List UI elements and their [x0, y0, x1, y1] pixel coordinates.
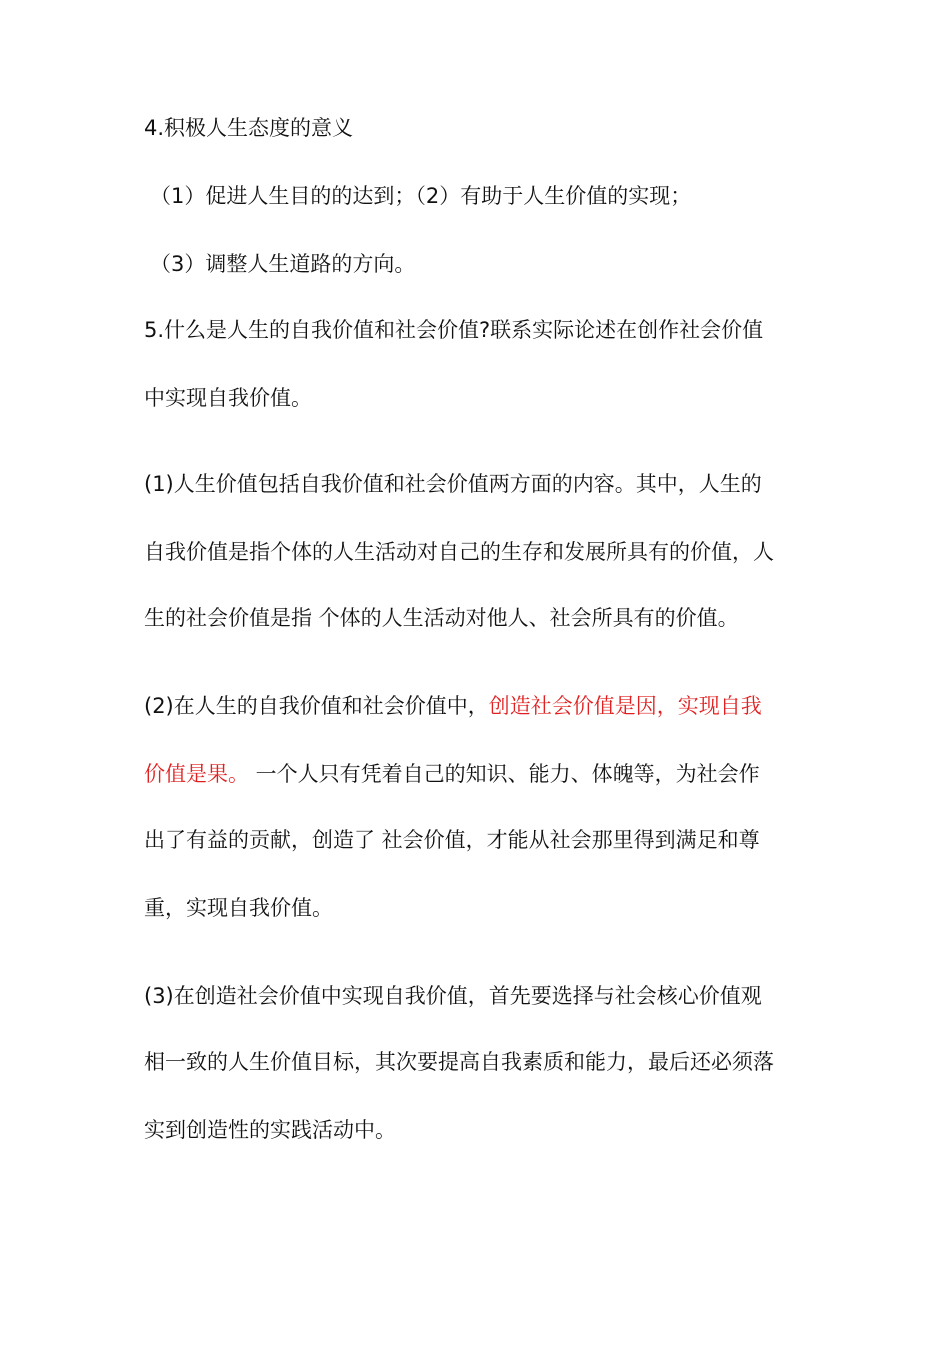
paragraph-1-line-1: (1)人生价值包括自我价值和社会价值两方面的内容。其中，人生的	[144, 472, 762, 496]
paragraph-1-line-3: 生的社会价值是指 个体的人生活动对他人、社会所具有的价值。	[144, 606, 739, 630]
section-heading-4: 4.积极人生态度的意义	[144, 116, 354, 140]
paragraph-3-line-1: (3)在创造社会价值中实现自我价值，首先要选择与社会核心价值观	[144, 984, 762, 1008]
paragraph-2-line-2	[144, 760, 760, 788]
paragraph-1-line-2: 自我价值是指个体的人生活动对自己的生存和发展所具有的价值，人	[144, 540, 774, 564]
paragraph-2-text: 一个人只有凭着自己的知识、能力、体魄等，为社会作	[249, 762, 760, 786]
paragraph-2-line-3: 出了有益的贡献，创造了 社会价值，才能从社会那里得到满足和尊	[144, 828, 760, 852]
attitude-items-line-2: （3）调整人生道路的方向。	[150, 252, 416, 276]
paragraph-3-line-2: 相一致的人生价值目标，其次要提高自我素质和能力，最后还必须落	[144, 1050, 774, 1074]
paragraph-2-line-1	[144, 692, 762, 720]
paragraph-3-line-3: 实到创造性的实践活动中。	[144, 1118, 396, 1142]
highlighted-text: 创造社会价值是因，实现自我	[488, 694, 762, 718]
attitude-items-line-1: （1）促进人生目的的达到；（2）有助于人生价值的实现；	[150, 184, 692, 208]
paragraph-2-line-4: 重，实现自我价值。	[144, 896, 333, 920]
section-heading-5-line-2: 中实现自我价值。	[144, 386, 312, 410]
section-heading-5-line-1: 5.什么是人生的自我价值和社会价值?联系实际论述在创作社会价值	[144, 318, 764, 342]
paragraph-2-text: (2)在人生的自我价值和社会价值中，	[144, 694, 489, 718]
highlighted-text: 价值是果。	[144, 762, 249, 786]
